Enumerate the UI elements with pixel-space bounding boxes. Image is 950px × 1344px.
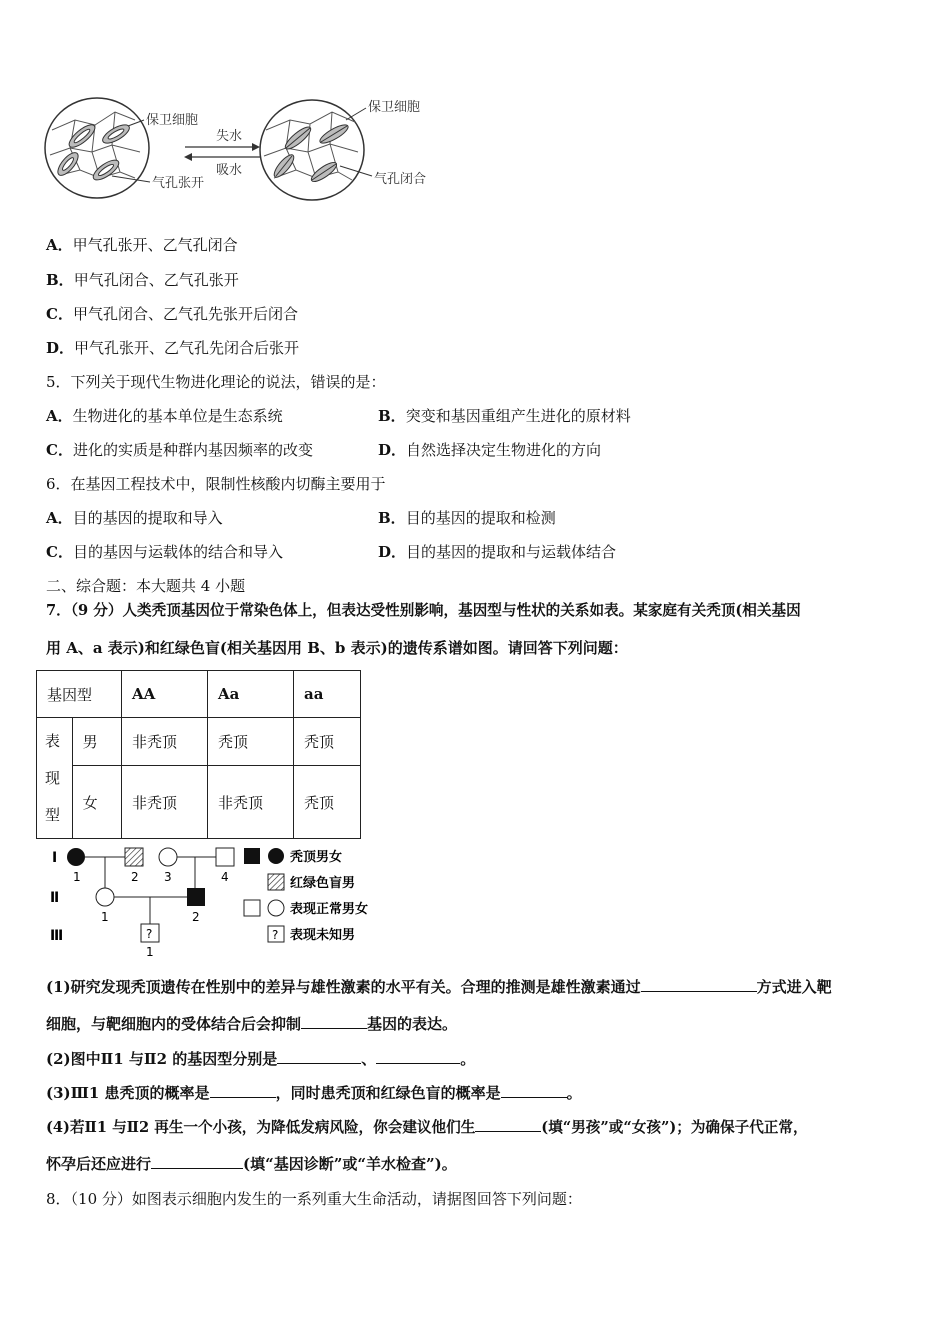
stomata-open-diagram xyxy=(45,98,150,198)
label-guard-cell-right: 保卫细胞 xyxy=(368,100,421,115)
answer-blank[interactable] xyxy=(501,1083,567,1098)
q7-sub4-line2: 怀孕后还应进行 (填“基因诊断”或“羊水检查”)。 xyxy=(46,1155,457,1173)
legend-bald-female-icon xyxy=(268,848,284,864)
label-absorb-water: 吸水 xyxy=(216,163,243,178)
legend-normal-male-icon xyxy=(244,900,260,916)
q7-stem-line1: 7．（9 分）人类秃顶基因位于常染色体上，但表达受性别影响，基因型与性状的关系如表。某家庭有关秃顶(相关基因 xyxy=(46,602,801,619)
q6-options-row2 xyxy=(46,542,906,562)
q5-stem: 5．下列关于现代生物进化理论的说法，错误的是： xyxy=(46,373,386,391)
pedigree-i3-normal-female xyxy=(159,848,177,866)
unknown-mark: ? xyxy=(272,928,279,942)
legend-normal: 表现正常男女 xyxy=(290,902,369,917)
q4-option-d: D．甲气孔张开、乙气孔先闭合后张开 xyxy=(46,339,300,357)
gen-label-2: Ⅱ xyxy=(50,890,60,906)
pedigree-i2-colorblind-male xyxy=(125,848,143,866)
answer-blank[interactable] xyxy=(641,977,757,992)
label-lose-water: 失水 xyxy=(216,129,243,144)
q5-option-a: A．生物进化的基本单位是生态系统 xyxy=(46,407,283,425)
legend-bald: 秃顶男女 xyxy=(290,850,343,865)
q6-option-c: C．目的基因与运载体的结合和导入 xyxy=(46,543,283,561)
pedigree-number: 2 xyxy=(192,910,200,924)
q4-option-c: C．甲气孔闭合、乙气孔先张开后闭合 xyxy=(46,305,298,323)
label-stoma-open: 气孔张开 xyxy=(152,176,205,191)
pedigree-i1-bald-female xyxy=(67,848,85,866)
arrow-left-head xyxy=(184,153,192,161)
answer-blank[interactable] xyxy=(376,1049,460,1064)
q8-stem: 8．（10 分）如图表示细胞内发生的一系列重大生命活动，请据图回答下列问题： xyxy=(46,1190,582,1208)
q7-stem-line2: 用 A、a 表示)和红绿色盲(相关基因用 B、b 表示)的遗传系谱如图。请回答下列问题： xyxy=(46,639,628,657)
arrow-right-head xyxy=(252,143,260,151)
q7-sub1-line1: (1)研究发现秃顶遗传在性别中的差异与雄性激素的水平有关。合理的推测是雄性激素通过 方式进入靶 xyxy=(46,978,832,996)
answer-blank[interactable] xyxy=(277,1049,361,1064)
q5-option-c: C．进化的实质是种群内基因频率的改变 xyxy=(46,441,313,459)
label-stoma-closed: 气孔闭合 xyxy=(374,172,427,187)
table-phenotype-label: 表 现 型 xyxy=(37,718,73,839)
unknown-mark: ? xyxy=(146,927,153,941)
genotype-phenotype-table xyxy=(36,670,361,839)
legend-unknown: 表现未知男 xyxy=(290,928,356,943)
q6-option-b: B．目的基因的提取和检测 xyxy=(378,509,556,527)
pedigree-number: 2 xyxy=(131,870,139,884)
q6-stem: 6．在基因工程技术中，限制性核酸内切酶主要用于 xyxy=(46,475,386,493)
q7-sub2: (2)图中Ⅱ1 与Ⅱ2 的基因型分别是 、 。 xyxy=(46,1050,476,1068)
pedigree-number: 1 xyxy=(146,945,154,959)
pedigree-number: 1 xyxy=(73,870,81,884)
q6-option-d: D．目的基因的提取和与运载体结合 xyxy=(378,543,617,561)
legend-normal-female-icon xyxy=(268,900,284,916)
q6-option-a: A．目的基因的提取和导入 xyxy=(46,509,223,527)
section2-title: 二、综合题：本大题共 4 小题 xyxy=(46,577,246,595)
answer-blank[interactable] xyxy=(151,1154,243,1169)
pedigree-i4-normal-male xyxy=(216,848,234,866)
stomata-closed-diagram xyxy=(260,100,372,200)
stomata-figure xyxy=(40,90,460,210)
table-genotype-aa-dominant: AA xyxy=(122,671,208,718)
pedigree-chart xyxy=(40,842,400,962)
gen-label-3: Ⅲ xyxy=(50,928,64,944)
table-cell: 非秃顶 xyxy=(122,718,208,766)
table-cell: 秃顶 xyxy=(294,718,361,766)
q6-options-row1 xyxy=(46,508,906,528)
q4-option-b: B．甲气孔闭合、乙气孔张开 xyxy=(46,271,239,289)
pedigree-ii2-bald-male xyxy=(187,888,205,906)
pedigree-number: 3 xyxy=(164,870,172,884)
table-genotype-aa-recessive: aa xyxy=(294,671,361,718)
pedigree-ii1-normal-female xyxy=(96,888,114,906)
table-cell: 非秃顶 xyxy=(122,766,208,839)
label-guard-cell-left: 保卫细胞 xyxy=(146,113,199,128)
answer-blank[interactable] xyxy=(475,1117,541,1132)
q4-option-a: A．甲气孔张开、乙气孔闭合 xyxy=(46,236,238,254)
gen-label-1: Ⅰ xyxy=(52,850,58,866)
q7-sub4-line1: (4)若Ⅱ1 与Ⅱ2 再生一个小孩，为降低发病风险，你会建议他们生 (填“男孩”或“女孩”)；为确保子代正常， xyxy=(46,1119,808,1136)
table-genotype-aa-hetero: Aa xyxy=(208,671,294,718)
legend-bald-male-icon xyxy=(244,848,260,864)
legend-colorblind-icon xyxy=(268,874,284,890)
pedigree-number: 1 xyxy=(101,910,109,924)
pedigree-number: 4 xyxy=(221,870,229,884)
q5-option-d: D．自然选择决定生物进化的方向 xyxy=(378,441,602,459)
q5-options-row1 xyxy=(46,406,906,426)
answer-blank[interactable] xyxy=(301,1014,367,1029)
legend-colorblind: 红绿色盲男 xyxy=(290,876,356,891)
table-sex-male: 男 xyxy=(72,718,121,766)
answer-blank[interactable] xyxy=(210,1083,276,1098)
table-cell: 秃顶 xyxy=(208,718,294,766)
q5-option-b: B．突变和基因重组产生进化的原材料 xyxy=(378,407,631,425)
table-header-genotype: 基因型 xyxy=(37,671,122,718)
table-cell: 非秃顶 xyxy=(208,766,294,839)
table-cell: 秃顶 xyxy=(294,766,361,839)
q5-options-row2 xyxy=(46,440,906,460)
q7-sub1-line2: 细胞，与靶细胞内的受体结合后会抑制 基因的表达。 xyxy=(46,1015,458,1033)
q7-sub3: (3)Ⅲ1 患秃顶的概率是 ，同时患秃顶和红绿色盲的概率是 。 xyxy=(46,1084,582,1102)
table-sex-female: 女 xyxy=(72,766,121,839)
